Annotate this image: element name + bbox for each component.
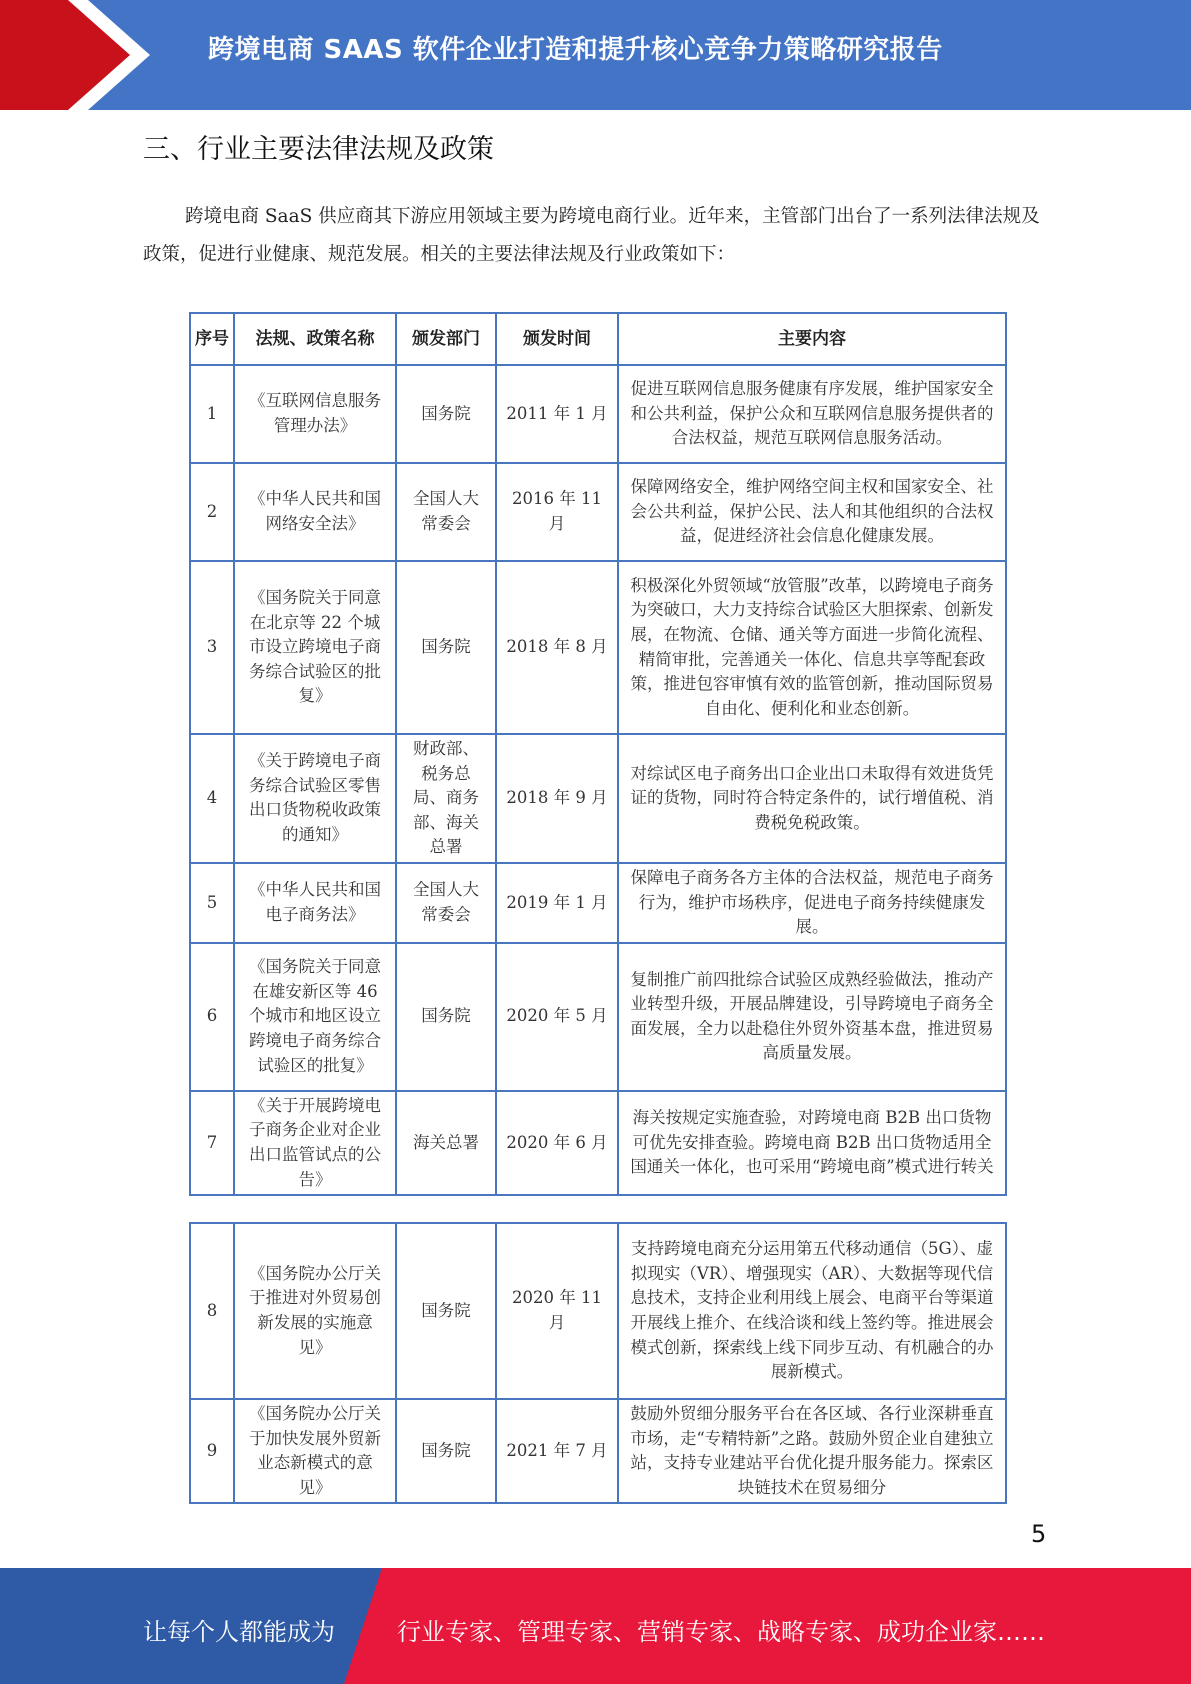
- row-no: 6: [190, 943, 234, 1091]
- footer-slogan-right: 行业专家、管理专家、营销专家、战略专家、成功企业家……: [397, 1618, 1045, 1646]
- header-red-arrow: [0, 0, 150, 110]
- row-no: 2: [190, 463, 234, 561]
- row-name: 《国务院关于同意在雄安新区等 46 个城市和地区设立跨境电子商务综合试验区的批复》: [234, 943, 396, 1091]
- page-header: [0, 0, 1191, 110]
- row-name: 《中华人民共和国电子商务法》: [234, 863, 396, 943]
- row-content: 保障网络安全，维护网络空间主权和国家安全、社会公共利益，保护公民、法人和其他组织的合法权益，促进经济社会信息化健康发展。: [618, 463, 1006, 561]
- intro-paragraph: [143, 198, 1043, 274]
- table-row: [190, 365, 1006, 463]
- table-row: [190, 943, 1006, 1091]
- row-dept: 国务院: [396, 1223, 496, 1399]
- page-number: 5: [1031, 1520, 1047, 1548]
- row-content: 鼓励外贸细分服务平台在各区域、各行业深耕垂直市场，走“专精特新”之路。鼓励外贸企业自建独立站，支持专业建站平台优化提升服务能力。探索区块链技术在贸易细分: [618, 1399, 1006, 1503]
- row-date: 2011 年 1 月: [496, 365, 618, 463]
- footer-slogan-left: 让每个人都能成为: [143, 1618, 335, 1646]
- table-header-row: [190, 313, 1006, 365]
- row-dept: 国务院: [396, 943, 496, 1091]
- section-heading: 三、行业主要法律法规及政策: [143, 134, 494, 165]
- row-no: 7: [190, 1091, 234, 1195]
- row-dept: 全国人大常委会: [396, 863, 496, 943]
- row-date: 2021 年 7 月: [496, 1399, 618, 1503]
- row-name: 《关于跨境电子商务综合试验区零售出口货物税收政策的通知》: [234, 734, 396, 863]
- row-date: 2019 年 1 月: [496, 863, 618, 943]
- row-date: 2018 年 8 月: [496, 561, 618, 734]
- header-date: 颁发时间: [496, 313, 618, 365]
- row-name: 《国务院办公厅关于推进对外贸易创新发展的实施意见》: [234, 1223, 396, 1399]
- row-no: 4: [190, 734, 234, 863]
- row-content: 积极深化外贸领域“放管服”改革，以跨境电子商务为突破口，大力支持综合试验区大胆探索、创新发展，在物流、仓储、通关等方面进一步简化流程、精简审批，完善通关一体化、信息共享等配套政策，推进包容审慎有效的监管创新，推动国际贸易自由化、便利化和业态创新。: [618, 561, 1006, 734]
- row-content: 对综试区电子商务出口企业出口未取得有效进货凭证的货物，同时符合特定条件的，试行增值税、消费税免税政策。: [618, 734, 1006, 863]
- header-no: 序号: [190, 313, 234, 365]
- table-row: [190, 1399, 1006, 1503]
- row-content: 复制推广前四批综合试验区成熟经验做法，推动产业转型升级，开展品牌建设，引导跨境电子商务全面发展，全力以赴稳住外贸外资基本盘，推进贸易高质量发展。: [618, 943, 1006, 1091]
- row-content: 支持跨境电商充分运用第五代移动通信（5G）、虚拟现实（VR）、增强现实（AR）、大数据等现代信息技术，支持企业利用线上展会、电商平台等渠道开展线上推介、在线洽谈和线上签约等。推进展会模式创新，探索线上线下同步互动、有机融合的办展新模式。: [618, 1223, 1006, 1399]
- row-dept: 国务院: [396, 1399, 496, 1503]
- row-date: 2020 年 5 月: [496, 943, 618, 1091]
- row-content: 海关按规定实施查验，对跨境电商 B2B 出口货物可优先安排查验。跨境电商 B2B 出口货物适用全国通关一体化，也可采用“跨境电商”模式进行转关: [618, 1091, 1006, 1195]
- table-row: [190, 863, 1006, 943]
- row-dept: 国务院: [396, 365, 496, 463]
- row-dept: 全国人大常委会: [396, 463, 496, 561]
- row-content: 促进互联网信息服务健康有序发展，维护国家安全和公共利益，保护公众和互联网信息服务提供者的合法权益，规范互联网信息服务活动。: [618, 365, 1006, 463]
- row-name: 《关于开展跨境电子商务企业对企业出口监管试点的公告》: [234, 1091, 396, 1195]
- row-dept: 海关总署: [396, 1091, 496, 1195]
- row-no: 9: [190, 1399, 234, 1503]
- row-dept: 国务院: [396, 561, 496, 734]
- row-date: 2018 年 9 月: [496, 734, 618, 863]
- header-name: 法规、政策名称: [234, 313, 396, 365]
- row-name: 《互联网信息服务管理办法》: [234, 365, 396, 463]
- row-content: 保障电子商务各方主体的合法权益，规范电子商务行为，维护市场秩序，促进电子商务持续健康发展。: [618, 863, 1006, 943]
- policy-table-continued: [189, 1222, 1007, 1504]
- header-dept: 颁发部门: [396, 313, 496, 365]
- row-dept: 财政部、税务总局、商务部、海关总署: [396, 734, 496, 863]
- row-name: 《国务院办公厅关于加快发展外贸新业态新模式的意见》: [234, 1399, 396, 1503]
- row-date: 2016 年 11 月: [496, 463, 618, 561]
- table-row: [190, 734, 1006, 863]
- document-title: 跨境电商 SAAS 软件企业打造和提升核心竞争力策略研究报告: [208, 35, 943, 65]
- row-date: 2020 年 11 月: [496, 1223, 618, 1399]
- policy-table: [189, 312, 1007, 1196]
- row-date: 2020 年 6 月: [496, 1091, 618, 1195]
- table-row: [190, 561, 1006, 734]
- row-no: 3: [190, 561, 234, 734]
- table-row: [190, 1223, 1006, 1399]
- header-content: 主要内容: [618, 313, 1006, 365]
- row-name: 《中华人民共和国网络安全法》: [234, 463, 396, 561]
- row-no: 5: [190, 863, 234, 943]
- row-name: 《国务院关于同意在北京等 22 个城市设立跨境电子商务综合试验区的批复》: [234, 561, 396, 734]
- intro-text: 跨境电商 SaaS 供应商其下游应用领域主要为跨境电商行业。近年来，主管部门出台了一系列法律法规及政策，促进行业健康、规范发展。相关的主要法律法规及行业政策如下：: [143, 206, 1040, 265]
- row-no: 8: [190, 1223, 234, 1399]
- table-row: [190, 463, 1006, 561]
- table-row: [190, 1091, 1006, 1195]
- row-no: 1: [190, 365, 234, 463]
